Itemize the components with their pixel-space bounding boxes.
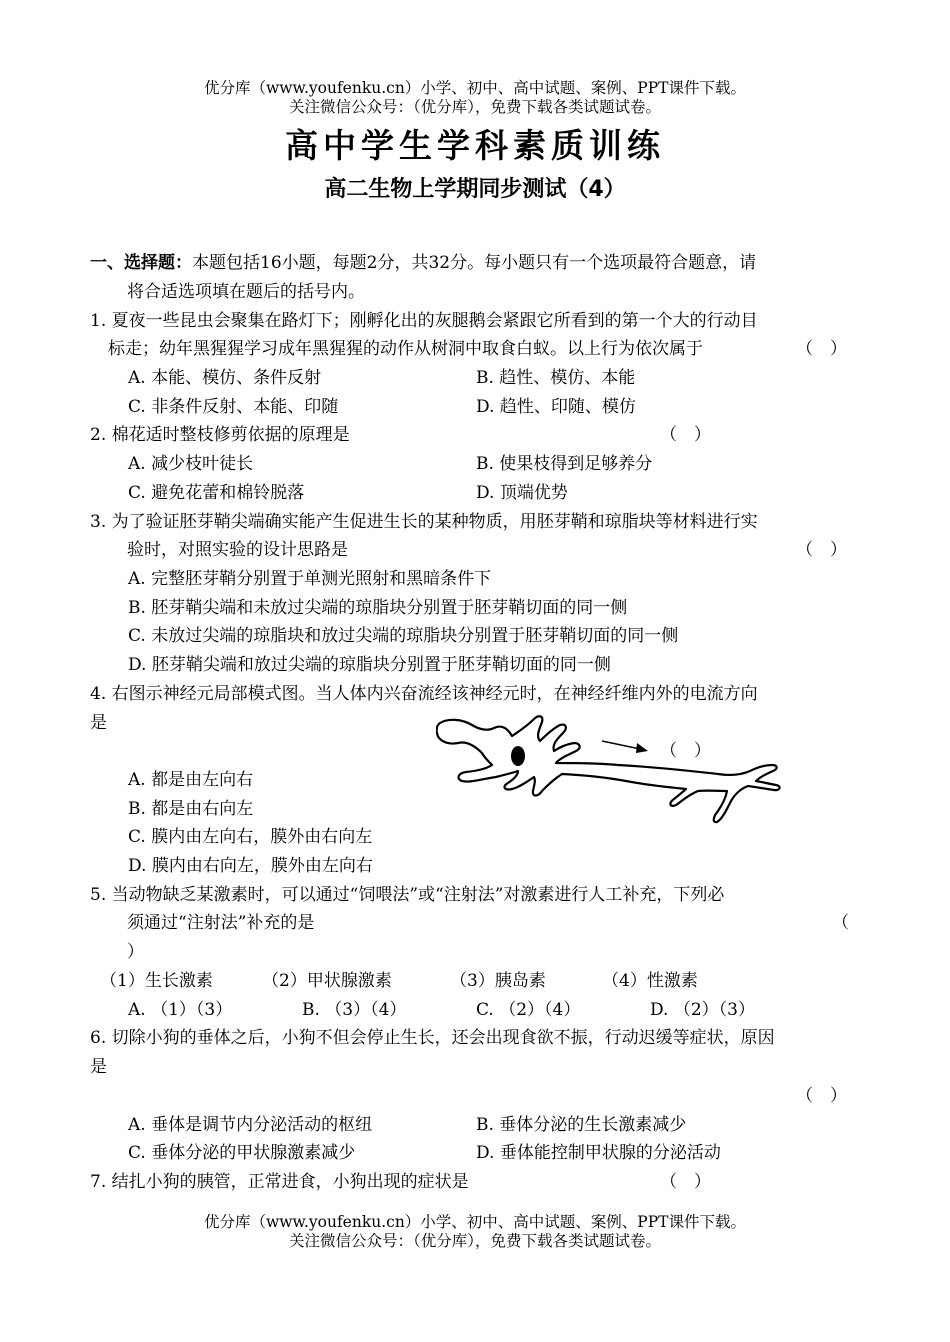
q3-option-a: A. 完整胚芽鞘分别置于单测光照射和黑暗条件下 xyxy=(128,569,492,589)
q2-option-d: D. 顶端优势 xyxy=(476,483,568,503)
q1-stem-line-1: 1. 夏夜一些昆虫会聚集在路灯下；刚孵化出的灰腿鹅会紧跟它所看到的第一个大的行动目 xyxy=(90,311,758,331)
page-subtitle: 高二生物上学期同步测试（4） xyxy=(324,177,626,202)
q1-option-a: A. 本能、模仿、条件反射 xyxy=(128,368,322,388)
neuron-nucleus xyxy=(511,746,525,766)
footer-line-2: 关注微信公众号：（优分库），免费下载各类试题试卷。 xyxy=(288,1232,661,1250)
q5-item-2: （2）甲状腺激素 xyxy=(262,971,392,991)
q3-stem-line-2: 验时，对照实验的设计思路是 xyxy=(127,540,348,560)
q4-stem-line-2: 是 xyxy=(90,713,107,733)
q5-option-c: C. （2）（4） xyxy=(476,1000,581,1020)
q1-stem-line-2: 标走；幼年黑猩猩学习成年黑猩猩的动作从树洞中取食白蚁。以上行为依次属于 xyxy=(108,339,703,359)
q5-option-d: D. （2）（3） xyxy=(650,1000,755,1020)
q4-option-c: C. 膜内由左向右，膜外由右向左 xyxy=(128,827,373,847)
q1-option-c: C. 非条件反射、本能、印随 xyxy=(128,397,339,417)
header-line-2: 关注微信公众号：（优分库），免费下载各类试题试卷。 xyxy=(288,98,661,116)
q6-option-a: A. 垂体是调节内分泌活动的枢纽 xyxy=(128,1115,373,1135)
q5-item-3: （3）胰岛素 xyxy=(450,971,546,991)
q4-answer-bracket: （ ） xyxy=(660,741,711,761)
q4-stem-line-1: 4. 右图示神经元局部模式图。当人体内兴奋流经该神经元时，在神经纤维内外的电流方向 xyxy=(90,684,758,704)
q7-answer-bracket: （ ） xyxy=(660,1172,711,1192)
section-label: 一、选择题： xyxy=(90,253,192,273)
neuron-diagram xyxy=(436,705,796,825)
q5-stem-line-1: 5. 当动物缺乏某激素时，可以通过“饲喂法”或“注射法”对激素进行人工补充，下列必 xyxy=(90,885,725,905)
direction-arrow-head xyxy=(636,743,648,753)
q2-option-b: B. 使果枝得到足够养分 xyxy=(476,454,653,474)
q3-stem-line-1: 3. 为了验证胚芽鞘尖端确实能产生促进生长的某种物质，用胚芽鞘和琼脂块等材料进行实 xyxy=(90,512,758,532)
q7-stem: 7. 结扎小狗的胰管，正常进食，小狗出现的症状是 xyxy=(90,1172,469,1192)
q5-option-b: B. （3）（4） xyxy=(302,1000,407,1020)
q6-answer-bracket: （ ） xyxy=(796,1086,847,1106)
q3-option-c: C. 未放过尖端的琼脂块和放过尖端的琼脂块分别置于胚芽鞘切面的同一侧 xyxy=(128,626,679,646)
q1-option-b: B. 趋性、模仿、本能 xyxy=(476,368,636,388)
q5-bracket-close: ） xyxy=(127,942,144,962)
q2-option-c: C. 避免花蕾和棉铃脱落 xyxy=(128,483,305,503)
section-intro-text-1: 本题包括16小题，每题2分，共32分。每小题只有一个选项最符合题意，请 xyxy=(192,253,757,273)
q3-option-b: B. 胚芽鞘尖端和未放过尖端的琼脂块分别置于胚芽鞘切面的同一侧 xyxy=(128,598,628,618)
q3-answer-bracket: （ ） xyxy=(796,540,847,560)
q5-option-a: A. （1）（3） xyxy=(128,1000,233,1020)
q1-option-d: D. 趋性、印随、模仿 xyxy=(476,397,636,417)
q1-answer-bracket: （ ） xyxy=(796,339,847,359)
q2-answer-bracket: （ ） xyxy=(660,425,711,445)
page-title: 高中学生学科素质训练 xyxy=(285,126,665,165)
q5-item-4: （4）性激素 xyxy=(602,971,698,991)
q6-stem-line-2: 是 xyxy=(90,1057,107,1077)
q6-option-c: C. 垂体分泌的甲状腺激素减少 xyxy=(128,1143,356,1163)
footer-line-1: 优分库（www.youfenku.cn）小学、初中、高中试题、案例、PPT课件下载。 xyxy=(203,1213,747,1231)
q6-stem-line-1: 6. 切除小狗的垂体之后，小狗不但会停止生长，还会出现食欲不振，行动迟缓等症状，原因 xyxy=(90,1028,775,1048)
section-intro-text-2: 将合适选项填在题后的括号内。 xyxy=(127,282,365,302)
section-intro xyxy=(90,252,756,274)
q4-option-a: A. 都是由左向右 xyxy=(128,770,254,790)
q6-option-d: D. 垂体能控制甲状腺的分泌活动 xyxy=(476,1143,721,1163)
q2-option-a: A. 减少枝叶徒长 xyxy=(128,454,254,474)
neuron-outline xyxy=(437,716,780,822)
q6-option-b: B. 垂体分泌的生长激素减少 xyxy=(476,1115,687,1135)
q5-item-1: （1）生长激素 xyxy=(100,971,213,991)
q4-option-b: B. 都是由右向左 xyxy=(128,799,254,819)
q2-stem: 2. 棉花适时整枝修剪依据的原理是 xyxy=(90,425,350,445)
direction-arrow-shaft xyxy=(602,741,640,749)
q5-stem-line-2: 须通过“注射法”补充的是 xyxy=(127,913,315,933)
q3-option-d: D. 胚芽鞘尖端和放过尖端的琼脂块分别置于胚芽鞘切面的同一侧 xyxy=(128,655,611,675)
q5-bracket-open: （ xyxy=(832,913,849,933)
header-line-1: 优分库（www.youfenku.cn）小学、初中、高中试题、案例、PPT课件下载。 xyxy=(203,79,747,97)
q4-option-d: D. 膜内由右向左，膜外由左向右 xyxy=(128,856,373,876)
